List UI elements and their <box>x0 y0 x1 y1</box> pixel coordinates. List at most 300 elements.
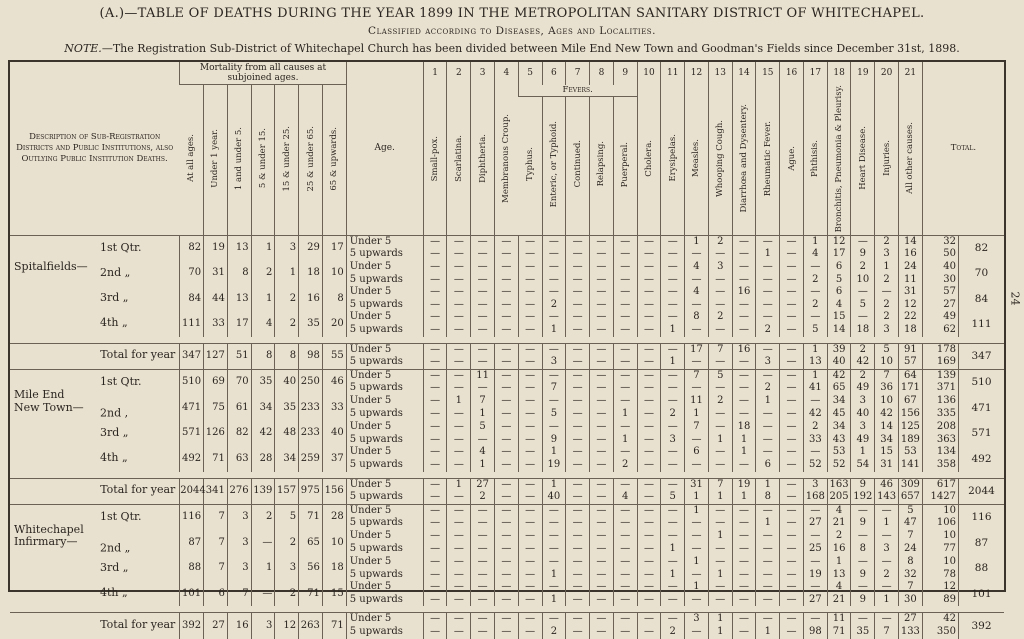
group-name <box>14 261 100 274</box>
cause-cell: — <box>566 343 590 356</box>
cause-cell: 9 <box>851 248 875 261</box>
row-total: 70 <box>958 261 1004 286</box>
quarter-row-label <box>10 311 180 336</box>
cause-col-10 <box>661 85 685 236</box>
cause-cell: — <box>613 569 637 582</box>
quarter-row-label <box>10 581 180 606</box>
cause-cell: — <box>756 421 780 434</box>
mortality-cell: 10 <box>322 261 346 286</box>
cause-cell: — <box>637 504 661 517</box>
cause-cell: 3 <box>875 324 899 337</box>
cause-cell: — <box>590 556 614 569</box>
cause-cell: 2 <box>851 261 875 274</box>
cause-cell: — <box>732 261 756 274</box>
cause-cell: 2 <box>471 491 495 504</box>
cause-cell: — <box>518 421 542 434</box>
cause-cell: — <box>803 613 827 626</box>
cause-cell: 1 <box>471 408 495 421</box>
cause-cell: 617 <box>922 478 958 491</box>
cause-cell: — <box>613 530 637 543</box>
cause-cell: — <box>732 626 756 639</box>
mortality-cell: 8 <box>227 261 251 286</box>
cause-cell: — <box>661 395 685 408</box>
row-total: 111 <box>958 311 1004 336</box>
cause-cell: — <box>780 613 804 626</box>
cause-cell: — <box>423 581 447 594</box>
age-upwards: 5 upwards <box>346 324 423 337</box>
cause-cell: 7 <box>708 478 732 491</box>
cause-cell: — <box>685 530 709 543</box>
cause-cell: — <box>494 369 518 382</box>
mortality-cell: 156 <box>322 478 346 504</box>
cause-cell: 1 <box>542 478 566 491</box>
cause-cell: — <box>566 286 590 299</box>
cause-cell: — <box>518 261 542 274</box>
cause-cell: — <box>494 248 518 261</box>
cause-cell: — <box>471 594 495 607</box>
cause-cell: — <box>423 446 447 459</box>
cause-cell: — <box>851 235 875 248</box>
cause-cell: — <box>613 235 637 248</box>
mortality-cell: 157 <box>275 478 299 504</box>
cause-cell: 2 <box>851 343 875 356</box>
mortality-cell: 7 <box>204 556 228 581</box>
cause-label: Erysipelas. <box>667 134 678 182</box>
cause-cell: — <box>732 235 756 248</box>
cause-cell: — <box>780 343 804 356</box>
cause-cell: 335 <box>922 408 958 421</box>
cause-cell: 171 <box>899 382 923 395</box>
cause-cell: — <box>661 530 685 543</box>
cause-cell: — <box>661 369 685 382</box>
mortality-cell: 3 <box>227 556 251 581</box>
mortality-cell: 84 <box>180 286 204 311</box>
cause-cell: — <box>471 434 495 447</box>
mortality-cell: 2044 <box>180 478 204 504</box>
cause-cell: — <box>423 517 447 530</box>
cause-cell: — <box>661 459 685 472</box>
cause-cell: 358 <box>922 459 958 472</box>
cause-cell: 1 <box>685 235 709 248</box>
cause-cell: — <box>566 459 590 472</box>
cause-cell: — <box>518 324 542 337</box>
mortality-cell: 233 <box>299 395 323 421</box>
table-row <box>10 421 1004 434</box>
cause-cell: — <box>423 459 447 472</box>
cause-cell: — <box>447 382 471 395</box>
cause-cell: — <box>756 613 780 626</box>
cause-col-3 <box>494 85 518 236</box>
cause-cell: — <box>756 543 780 556</box>
cause-cell: 1 <box>542 446 566 459</box>
cause-cell: 32 <box>899 569 923 582</box>
mortality-cell: 492 <box>180 446 204 471</box>
cause-cell: 1 <box>542 569 566 582</box>
fever-col-8 <box>613 96 637 235</box>
cause-cell: — <box>566 248 590 261</box>
cause-cell: 42 <box>875 408 899 421</box>
cause-cell: — <box>732 408 756 421</box>
cause-cell: — <box>494 626 518 639</box>
cause-cell: — <box>518 504 542 517</box>
cause-cell: 1 <box>732 446 756 459</box>
cause-cell: — <box>423 311 447 324</box>
cause-cell: 19 <box>803 569 827 582</box>
mortality-cell: 71 <box>299 504 323 530</box>
cause-cell: — <box>661 517 685 530</box>
cause-cell: 1 <box>708 530 732 543</box>
mortality-cell: 42 <box>251 421 275 446</box>
cause-cell: — <box>661 556 685 569</box>
cause-cell: 27 <box>899 613 923 626</box>
cause-cell: 134 <box>922 446 958 459</box>
cause-cell: — <box>756 504 780 517</box>
cause-cell: — <box>518 369 542 382</box>
cause-cell: — <box>756 408 780 421</box>
mortality-cell: 56 <box>299 556 323 581</box>
row-total: 471 <box>958 395 1004 421</box>
cause-cell: 143 <box>875 491 899 504</box>
cause-cell: 7 <box>899 530 923 543</box>
cause-cell: — <box>471 517 495 530</box>
cause-cell: — <box>780 324 804 337</box>
cause-cell: 34 <box>827 421 851 434</box>
cause-cell: — <box>780 311 804 324</box>
cause-cell: 1 <box>756 517 780 530</box>
mortality-cell: 13 <box>227 235 251 261</box>
cause-cell: — <box>494 446 518 459</box>
mortality-cell: 233 <box>299 421 323 446</box>
mortality-col-label: 1 and under 5. <box>234 126 245 190</box>
cause-cell: — <box>661 446 685 459</box>
cause-label: Continued. <box>572 140 583 188</box>
quarter-row-label <box>10 446 180 471</box>
cause-cell: — <box>566 369 590 382</box>
cause-cell: — <box>661 248 685 261</box>
cause-cell: 5 <box>875 343 899 356</box>
cause-cell: 7 <box>708 343 732 356</box>
page-subtitle: Classified according to Diseases, Ages and Localities. <box>368 25 656 37</box>
cause-cell: — <box>637 324 661 337</box>
cause-cell: — <box>637 248 661 261</box>
cause-cell: 57 <box>899 356 923 369</box>
mortality-cell: 116 <box>180 504 204 530</box>
cause-cell: 2 <box>803 299 827 312</box>
cause-cell: — <box>423 261 447 274</box>
cause-cell: — <box>875 581 899 594</box>
cause-cell: 18 <box>851 324 875 337</box>
group-name-line2: New Town— <box>14 400 84 414</box>
cause-cell: — <box>732 356 756 369</box>
cause-cell: 1 <box>685 581 709 594</box>
cause-cell: 91 <box>899 343 923 356</box>
cause-cell: — <box>518 343 542 356</box>
cause-cell: 16 <box>827 543 851 556</box>
mortality-cell: 975 <box>299 478 323 504</box>
mortality-col-label: At all ages. <box>186 134 197 183</box>
mortality-cell: 87 <box>180 530 204 556</box>
row-total: 116 <box>958 504 1004 530</box>
cause-cell: — <box>566 491 590 504</box>
cause-cell: — <box>447 459 471 472</box>
deaths-table <box>10 62 1004 639</box>
mortality-col-6 <box>322 85 346 236</box>
mortality-cell: 61 <box>227 395 251 421</box>
cause-cell: 22 <box>899 311 923 324</box>
cause-cell: — <box>494 556 518 569</box>
cause-cell: — <box>518 408 542 421</box>
cause-cell: 40 <box>827 356 851 369</box>
cause-cell: — <box>780 594 804 607</box>
cause-cell: 1 <box>685 556 709 569</box>
cause-cell: — <box>756 594 780 607</box>
cause-cell: — <box>875 286 899 299</box>
cause-cell: 46 <box>875 478 899 491</box>
age-under5: Under 5 <box>346 235 423 248</box>
cause-cell: 6 <box>756 459 780 472</box>
cause-cell: 27 <box>922 299 958 312</box>
mortality-cell: 16 <box>227 613 251 639</box>
mortality-cell: 16 <box>299 286 323 311</box>
cause-col-1 <box>447 85 471 236</box>
cause-cell: — <box>518 459 542 472</box>
cause-cell: — <box>590 274 614 287</box>
cause-cell: — <box>637 530 661 543</box>
cause-cell: 3 <box>851 421 875 434</box>
cause-cell: — <box>494 530 518 543</box>
cause-cell: 35 <box>851 626 875 639</box>
cause-cell: — <box>447 286 471 299</box>
cause-cell: — <box>518 434 542 447</box>
cause-cell: 2 <box>542 626 566 639</box>
cause-cell: 1 <box>756 395 780 408</box>
cause-cell: 1 <box>708 491 732 504</box>
cause-cell: — <box>732 581 756 594</box>
age-upwards: 5 upwards <box>346 569 423 582</box>
cause-cell: 33 <box>803 434 827 447</box>
cause-cell: — <box>542 343 566 356</box>
cause-cell: — <box>423 491 447 504</box>
cause-cell: 14 <box>875 421 899 434</box>
cause-cell: 163 <box>827 478 851 491</box>
cause-cell: 49 <box>851 434 875 447</box>
cause-number-1: 1 <box>423 62 447 85</box>
cause-cell: — <box>637 261 661 274</box>
cause-cell: 2 <box>875 311 899 324</box>
cause-cell: 40 <box>542 491 566 504</box>
cause-cell: 16 <box>732 286 756 299</box>
cause-cell: — <box>637 581 661 594</box>
mortality-cell: 20 <box>322 311 346 336</box>
cause-cell: — <box>637 395 661 408</box>
cause-number-20: 20 <box>875 62 899 85</box>
cause-cell: 5 <box>471 421 495 434</box>
cause-cell: 17 <box>685 343 709 356</box>
cause-cell: — <box>590 235 614 248</box>
cause-cell: — <box>613 543 637 556</box>
cause-label: Enteric, or Typhoid. <box>548 121 559 208</box>
mortality-cell: 33 <box>322 395 346 421</box>
quarter-label: 2nd , <box>100 406 129 420</box>
quarter-label: 1st Qtr. <box>100 509 142 523</box>
cause-cell: — <box>708 446 732 459</box>
age-under5: Under 5 <box>346 286 423 299</box>
cause-cell: — <box>590 594 614 607</box>
cause-cell: 2 <box>708 235 732 248</box>
cause-cell: — <box>637 408 661 421</box>
age-upwards: 5 upwards <box>346 356 423 369</box>
cause-cell: 371 <box>922 382 958 395</box>
cause-cell: — <box>566 569 590 582</box>
cause-cell: — <box>590 286 614 299</box>
quarter-label: 4th „ <box>100 451 128 465</box>
age-under5: Under 5 <box>346 504 423 517</box>
cause-cell: 1 <box>613 434 637 447</box>
mortality-cell: 250 <box>299 369 323 395</box>
cause-cell: — <box>494 343 518 356</box>
mortality-cell: 3 <box>251 613 275 639</box>
cause-cell: — <box>494 356 518 369</box>
cause-cell: — <box>518 581 542 594</box>
cause-cell: — <box>637 421 661 434</box>
cause-cell: — <box>756 581 780 594</box>
fever-col-4 <box>518 96 542 235</box>
cause-cell: — <box>851 530 875 543</box>
cause-cell: 2 <box>875 274 899 287</box>
cause-cell: — <box>447 504 471 517</box>
cause-cell: — <box>494 478 518 491</box>
cause-cell: 39 <box>827 343 851 356</box>
cause-cell: 5 <box>851 299 875 312</box>
cause-cell: 5 <box>803 324 827 337</box>
cause-cell: — <box>851 504 875 517</box>
cause-cell: 98 <box>803 626 827 639</box>
cause-cell: — <box>494 504 518 517</box>
cause-cell: — <box>542 613 566 626</box>
cause-number-7: 7 <box>566 62 590 85</box>
cause-cell: 52 <box>827 459 851 472</box>
mortality-cell: 12 <box>275 613 299 639</box>
cause-cell: — <box>566 261 590 274</box>
cause-cell: 12 <box>899 299 923 312</box>
cause-cell: — <box>494 261 518 274</box>
cause-col-15 <box>780 85 804 236</box>
mortality-cell: 44 <box>204 286 228 311</box>
cause-cell: — <box>708 543 732 556</box>
cause-cell: 3 <box>851 395 875 408</box>
mortality-cell: 276 <box>227 478 251 504</box>
row-total: 2044 <box>958 478 1004 504</box>
cause-cell: 3 <box>875 248 899 261</box>
mortality-cell: 3 <box>227 504 251 530</box>
cause-cell: — <box>423 248 447 261</box>
cause-cell: 1 <box>685 504 709 517</box>
cause-label: Small-pox. <box>430 135 441 181</box>
cause-cell: — <box>423 434 447 447</box>
cause-cell: — <box>708 248 732 261</box>
mortality-cell: 40 <box>322 421 346 446</box>
cause-cell: 67 <box>899 395 923 408</box>
cause-cell: — <box>447 543 471 556</box>
cause-cell: — <box>471 556 495 569</box>
cause-cell: 4 <box>827 504 851 517</box>
cause-cell: 1 <box>756 248 780 261</box>
mortality-col-4 <box>275 85 299 236</box>
cause-number-16: 16 <box>780 62 804 85</box>
cause-number-19: 19 <box>851 62 875 85</box>
cause-cell: — <box>756 446 780 459</box>
mortality-cell: 55 <box>322 343 346 369</box>
cause-cell: — <box>518 478 542 491</box>
cause-cell: — <box>566 517 590 530</box>
cause-cell: 10 <box>922 530 958 543</box>
cause-cell: — <box>471 311 495 324</box>
cause-cell: — <box>542 369 566 382</box>
cause-cell: 12 <box>922 581 958 594</box>
cause-cell: — <box>756 311 780 324</box>
cause-cell: — <box>851 311 875 324</box>
cause-cell: — <box>590 543 614 556</box>
cause-cell: — <box>732 324 756 337</box>
cause-cell: 309 <box>899 478 923 491</box>
mortality-cell: 18 <box>322 556 346 581</box>
cause-cell: — <box>494 613 518 626</box>
cause-cell: — <box>803 530 827 543</box>
cause-cell: 1 <box>708 434 732 447</box>
cause-cell: 3 <box>803 478 827 491</box>
mortality-header: Mortality from all causes at subjoined ages. <box>180 62 346 85</box>
cause-cell: 12 <box>827 235 851 248</box>
cause-cell: — <box>447 530 471 543</box>
cause-cell: — <box>542 543 566 556</box>
cause-cell: — <box>590 248 614 261</box>
cause-cell: — <box>661 311 685 324</box>
cause-cell: 11 <box>899 274 923 287</box>
cause-cell: 31 <box>899 286 923 299</box>
cause-cell: — <box>447 613 471 626</box>
cause-cell: 363 <box>922 434 958 447</box>
cause-cell: — <box>613 248 637 261</box>
cause-number-10: 10 <box>637 62 661 85</box>
cause-cell: — <box>685 594 709 607</box>
cause-cell: — <box>780 446 804 459</box>
table-row <box>10 530 1004 543</box>
mortality-cell: 259 <box>299 446 323 471</box>
cause-cell: 1 <box>708 569 732 582</box>
mortality-cell: 35 <box>299 311 323 336</box>
group-name-line1: Spitalfields— <box>14 259 88 273</box>
cause-cell: — <box>685 248 709 261</box>
cause-cell: — <box>613 324 637 337</box>
quarter-row-label <box>10 286 180 311</box>
cause-number-11: 11 <box>661 62 685 85</box>
cause-cell: — <box>780 504 804 517</box>
cause-cell: — <box>423 594 447 607</box>
cause-cell: — <box>447 581 471 594</box>
cause-cell: — <box>447 491 471 504</box>
cause-cell: — <box>756 369 780 382</box>
quarter-row-label <box>10 235 180 261</box>
cause-cell: — <box>780 382 804 395</box>
cause-cell: — <box>613 594 637 607</box>
cause-cell: 141 <box>899 459 923 472</box>
cause-cell: 1 <box>542 594 566 607</box>
header-row-1 <box>10 62 1004 85</box>
cause-cell: 192 <box>851 491 875 504</box>
cause-cell: 4 <box>685 286 709 299</box>
quarter-label: 3rd „ <box>100 560 129 574</box>
cause-cell: — <box>685 324 709 337</box>
